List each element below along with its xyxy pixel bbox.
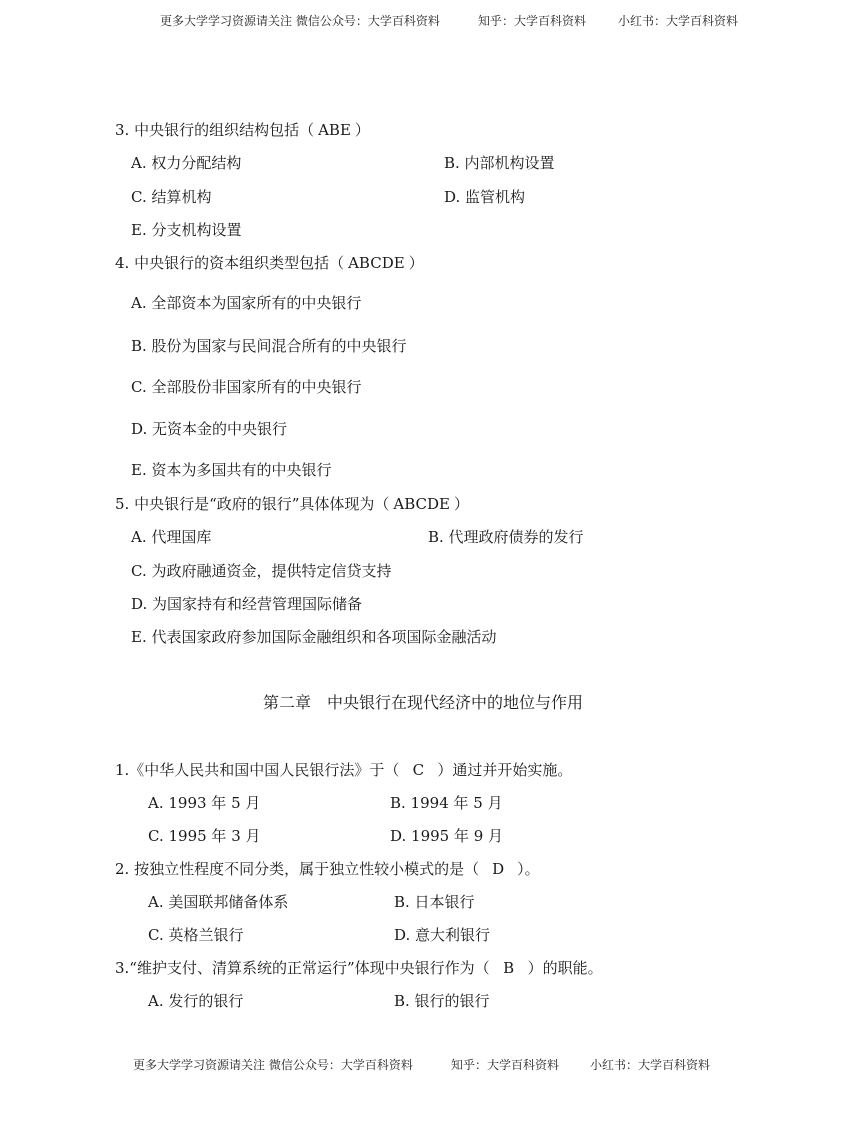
option-d: D. 为国家持有和经营管理国际储备 [131,595,363,613]
option-b: B. 代理政府债券的发行 [428,528,584,546]
question-stem: 1.《中华人民共和国中国人民银行法》于（ [115,761,400,779]
option-a: A. 权力分配结构 [131,154,242,172]
question-stem: 5. 中央银行是“政府的银行”具体体现为（ [115,495,390,513]
option-e: E. 代表国家政府参加国际金融组织和各项国际金融活动 [131,628,497,646]
option-b: B. 日本银行 [394,893,475,911]
question-answer: ABCDE [348,254,405,272]
question-answer: B [503,959,515,977]
footer-left: 更多大学学习资源请关注 微信公众号：大学百科资料 [133,1058,413,1072]
option-b: B. 银行的银行 [394,992,490,1010]
question-close: ） [408,254,424,272]
option-d: D. 监管机构 [444,188,526,206]
option-a: A. 1993 年 5 月 [148,794,261,812]
question-close: ）。 [517,860,540,878]
footer-middle: 知乎：大学百科资料 [451,1058,560,1072]
option-b: B. 1994 年 5 月 [390,794,503,812]
footer-right: 小红书：大学百科资料 [590,1058,711,1072]
question-2 [115,859,540,879]
header-right: 小红书：大学百科资料 [618,14,739,28]
question-stem: 3.“维护支付、清算系统的正常运行”体现中央银行作为（ [115,959,490,977]
question-stem: 3. 中央银行的组织结构包括（ [115,121,315,139]
option-c: C. 全部股份非国家所有的中央银行 [131,378,362,396]
question-1 [115,760,572,780]
question-close: ）的职能。 [527,959,603,977]
question-3 [115,120,370,140]
question-5 [115,494,469,514]
question-close: ） [454,495,470,513]
question-close: ） [354,121,370,139]
option-a: A. 美国联邦储备体系 [148,893,289,911]
question-answer: ABCDE [393,495,451,513]
question-stem: 2. 按独立性程度不同分类，属于独立性较小模式的是（ [115,860,480,878]
question-3 [115,958,603,978]
question-4 [115,253,424,273]
page-header [0,12,866,32]
question-answer: D [492,860,505,878]
option-d: D. 意大利银行 [394,926,491,944]
option-e: E. 资本为多国共有的中央银行 [131,461,332,479]
page-footer [0,1056,866,1076]
header-middle: 知乎：大学百科资料 [478,14,587,28]
option-c: C. 1995 年 3 月 [148,827,261,845]
option-c: C. 为政府融通资金，提供特定信贷支持 [131,562,392,580]
option-a: A. 全部资本为国家所有的中央银行 [131,294,362,312]
option-a: A. 代理国库 [131,528,212,546]
option-b: B. 内部机构设置 [444,154,555,172]
option-d: D. 无资本金的中央银行 [131,420,288,438]
header-left: 更多大学学习资源请关注 微信公众号：大学百科资料 [160,14,440,28]
option-d: D. 1995 年 9 月 [390,827,504,845]
question-close: ）通过并开始实施。 [437,761,573,779]
option-e: E. 分支机构设置 [131,221,242,239]
chapter-title: 第二章 中央银行在现代经济中的地位与作用 [263,693,584,712]
question-answer: C [412,761,425,779]
option-c: C. 结算机构 [131,188,212,206]
question-stem: 4. 中央银行的资本组织类型包括（ [115,254,345,272]
option-a: A. 发行的银行 [148,992,244,1010]
option-b: B. 股份为国家与民间混合所有的中央银行 [131,337,407,355]
option-c: C. 英格兰银行 [148,926,244,944]
question-answer: ABE [318,121,351,139]
